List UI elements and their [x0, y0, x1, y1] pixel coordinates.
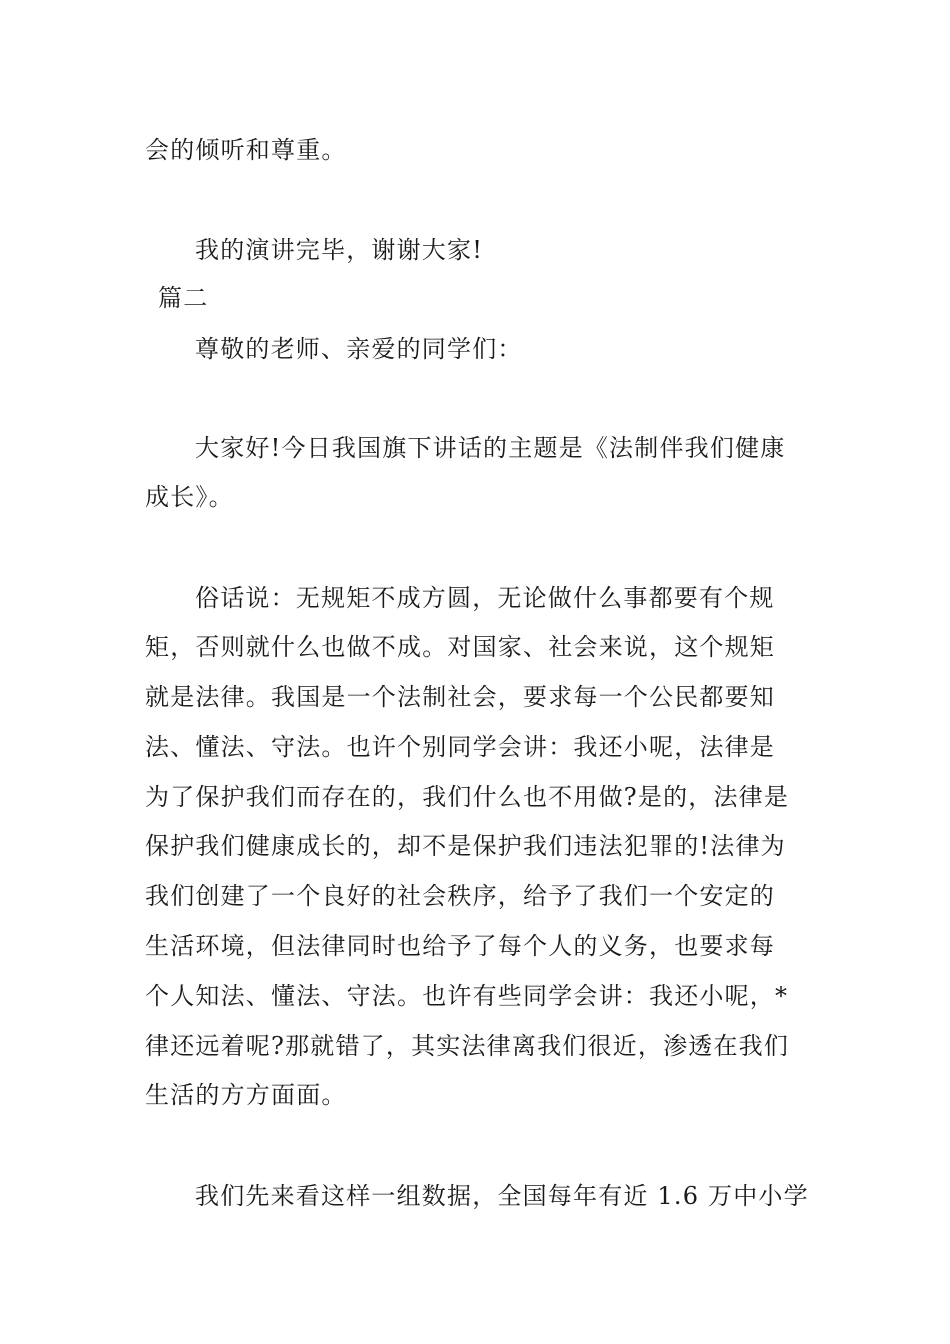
- paragraph-line: 矩，否则就什么也做不成。对国家、社会来说，这个规矩: [145, 633, 775, 661]
- paragraph-line: 会的倾听和尊重。: [145, 136, 347, 164]
- paragraph-line: 生活的方方面面。: [145, 1081, 347, 1109]
- section-heading: 篇二: [158, 284, 209, 312]
- paragraph-line: 大家好!今日我国旗下讲话的主题是《法制伴我们健康: [195, 434, 786, 462]
- paragraph-line: 生活环境，但法律同时也给予了每个人的义务，也要求每: [145, 932, 775, 960]
- paragraph-line: 我们创建了一个良好的社会秩序，给予了我们一个安定的: [145, 882, 775, 910]
- paragraph-line: 法、懂法、守法。也许个别同学会讲：我还小呢，法律是: [145, 733, 775, 761]
- paragraph-line: 个人知法、懂法、守法。也许有些同学会讲：我还小呢，*: [145, 982, 789, 1010]
- paragraph-line: 律还远着呢?那就错了，其实法律离我们很近，渗透在我们: [145, 1032, 790, 1060]
- salutation: 尊敬的老师、亲爱的同学们：: [195, 335, 523, 363]
- paragraph-line: 就是法律。我国是一个法制社会，要求每一个公民都要知: [145, 683, 775, 711]
- paragraph-line: 俗话说：无规矩不成方圆，无论做什么事都要有个规: [195, 584, 775, 612]
- paragraph-line: 成长》。: [145, 483, 234, 511]
- paragraph-line: 保护我们健康成长的，却不是保护我们违法犯罪的!法律为: [145, 832, 786, 860]
- paragraph-line: 我们先来看这样一组数据，全国每年有近 1.6 万中小学: [195, 1182, 809, 1210]
- paragraph-line: 为了保护我们而存在的，我们什么也不用做?是的，法律是: [145, 783, 790, 811]
- paragraph-line: 我的演讲完毕，谢谢大家!: [195, 236, 484, 264]
